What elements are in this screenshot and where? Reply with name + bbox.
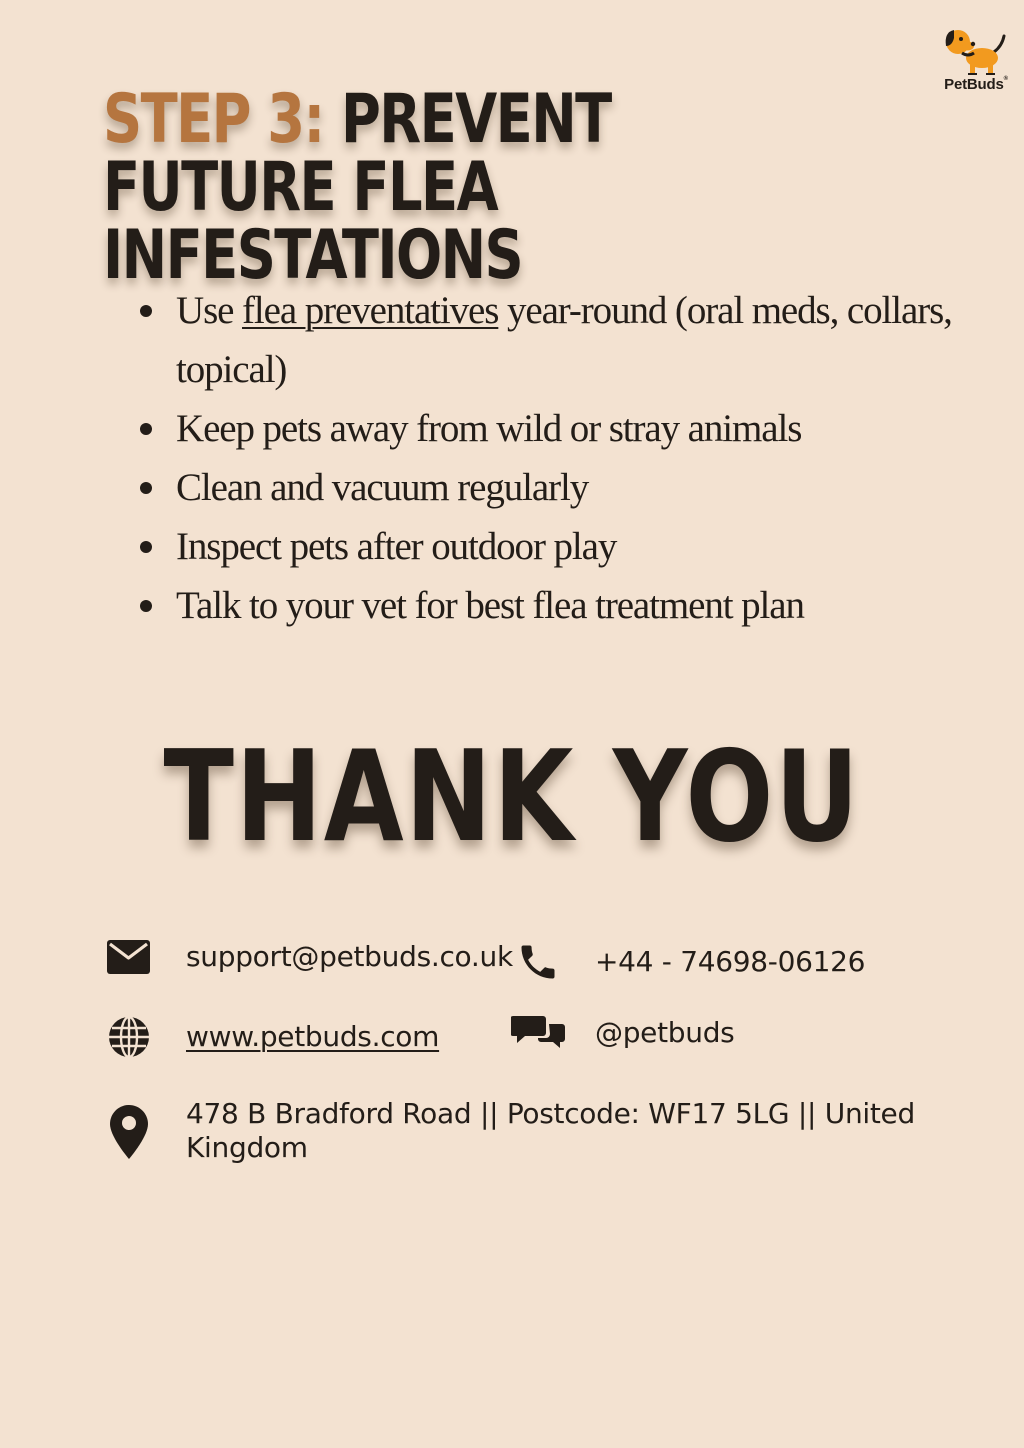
dog-mascot-icon — [942, 24, 1008, 78]
list-item: Talk to your vet for best flea treatment plan — [176, 576, 956, 635]
brand-name: PetBuds® — [944, 76, 1008, 93]
location-pin-icon — [110, 1105, 148, 1159]
petbuds-logo — [934, 24, 1018, 98]
page-title — [103, 80, 791, 295]
email-address[interactable]: support@petbuds.co.uk — [186, 940, 513, 973]
list-item: Clean and vacuum regularly — [176, 458, 956, 517]
postal-address: 478 B Bradford Road || Postcode: WF17 5LG || United Kingdom — [186, 1097, 915, 1164]
list-item: Inspect pets after outdoor play — [176, 517, 956, 576]
social-handle[interactable]: @petbuds — [595, 1016, 735, 1049]
chat-bubbles-icon — [511, 1014, 565, 1050]
flea-preventatives-link[interactable]: flea preventatives — [242, 289, 499, 332]
globe-icon — [107, 1015, 151, 1059]
prevention-tips-list — [176, 281, 956, 635]
website-link[interactable]: www.petbuds.com — [186, 1020, 440, 1053]
thank-you-heading: THANK YOU — [163, 723, 861, 870]
phone-icon — [516, 940, 560, 984]
list-item: Keep pets away from wild or stray animals — [176, 399, 956, 458]
title-text: PREVENT FUTURE FLEA INFESTATIONS — [103, 80, 611, 295]
title-step-label: STEP 3: — [103, 80, 324, 159]
list-item-text-before: Use — [176, 289, 243, 332]
envelope-icon — [107, 940, 150, 974]
registered-mark: ® — [1003, 76, 1008, 82]
list-item-text-after: year-round (oral meds, collars, topical) — [176, 289, 952, 391]
phone-number[interactable]: +44 - 74698-06126 — [595, 945, 866, 978]
list-item — [176, 281, 956, 399]
